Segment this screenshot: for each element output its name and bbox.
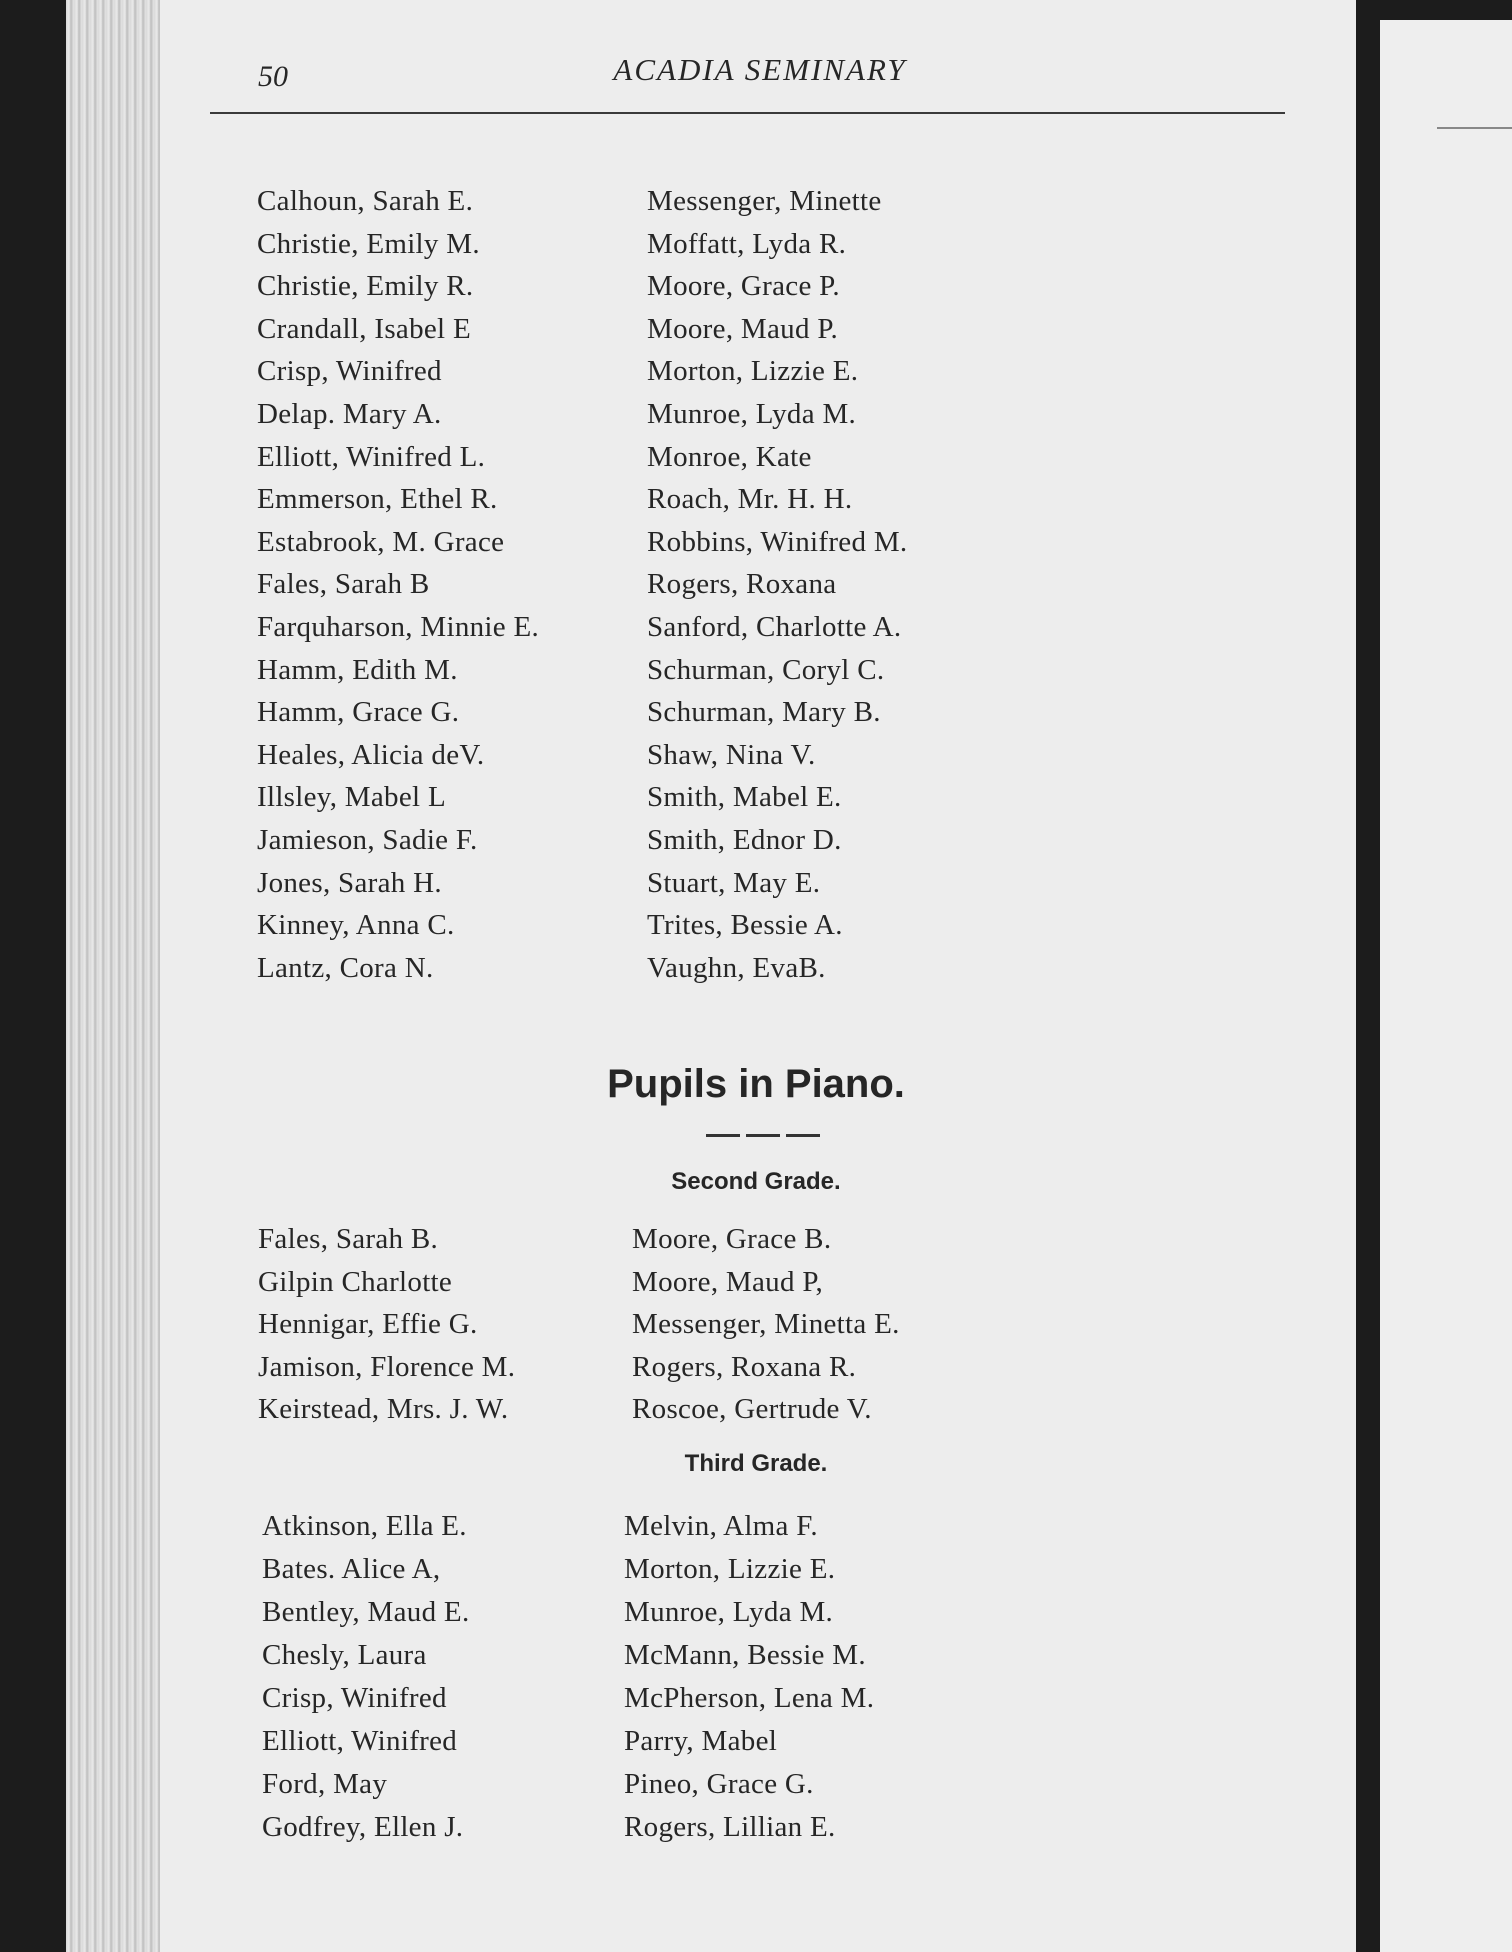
name-entry: Delap. Mary A. bbox=[257, 397, 442, 430]
name-entry: Monroe, Kate bbox=[647, 440, 812, 473]
name-entry: Smith, Mabel E. bbox=[647, 781, 842, 814]
name-entry: Calhoun, Sarah E. bbox=[257, 185, 474, 217]
section-rule bbox=[706, 1134, 820, 1137]
name-entry: Rogers, Roxana R. bbox=[632, 1350, 857, 1383]
section-title-piano: Pupils in Piano. bbox=[607, 1062, 905, 1106]
name-entry: Hennigar, Effie G. bbox=[258, 1308, 478, 1340]
name-entry: Trites, Bessie A. bbox=[647, 909, 843, 942]
name-entry: Jones, Sarah H. bbox=[257, 866, 442, 899]
name-entry: Jamieson, Sadie F. bbox=[257, 823, 478, 856]
name-entry: Gilpin Charlotte bbox=[258, 1265, 453, 1298]
second-grade-left-column bbox=[258, 1218, 632, 1431]
name-entry: Fales, Sarah B bbox=[257, 568, 430, 601]
name-entry: Schurman, Coryl C. bbox=[647, 653, 885, 686]
page-number: 50 bbox=[258, 60, 288, 93]
third-grade-left-column bbox=[262, 1505, 624, 1849]
third-grade-list bbox=[262, 1505, 874, 1849]
name-entry: Chesly, Laura bbox=[262, 1639, 427, 1671]
name-entry: Moore, Maud P. bbox=[647, 312, 839, 345]
name-entry: Moore, Maud P, bbox=[632, 1265, 824, 1298]
name-entry: Estabrook, M. Grace bbox=[257, 525, 505, 558]
name-entry: Heales, Alicia deV. bbox=[257, 738, 485, 771]
name-entry: Pineo, Grace G. bbox=[624, 1768, 814, 1800]
name-entry: Roach, Mr. H. H. bbox=[647, 483, 853, 516]
name-entry: Vaughn, EvaB. bbox=[647, 951, 826, 984]
book-page-edges bbox=[66, 0, 166, 1952]
page-header bbox=[210, 48, 1310, 108]
main-name-list bbox=[257, 180, 907, 989]
second-grade-list bbox=[258, 1218, 900, 1431]
name-entry: Crisp, Winifred bbox=[262, 1682, 447, 1714]
name-entry: Elliott, Winifred bbox=[262, 1725, 458, 1757]
name-entry: Emmerson, Ethel R. bbox=[257, 483, 498, 516]
third-grade-right-column bbox=[624, 1505, 874, 1849]
name-entry: Melvin, Alma F. bbox=[624, 1510, 818, 1542]
name-entry: Christie, Emily M. bbox=[257, 227, 480, 260]
name-entry: Sanford, Charlotte A. bbox=[647, 610, 902, 643]
running-title: ACADIA SEMINARY bbox=[613, 52, 907, 87]
name-entry: McMann, Bessie M. bbox=[624, 1639, 866, 1671]
name-entry: Atkinson, Ella E. bbox=[262, 1510, 467, 1542]
name-entry: Schurman, Mary B. bbox=[647, 696, 881, 729]
name-entry: Morton, Lizzie E. bbox=[624, 1553, 836, 1585]
name-entry: Jamison, Florence M. bbox=[258, 1350, 516, 1383]
name-entry: Moore, Grace P. bbox=[647, 270, 840, 303]
name-entry: Hamm, Edith M. bbox=[257, 653, 458, 686]
name-entry: Illsley, Mabel L bbox=[257, 781, 446, 814]
facing-page bbox=[1380, 20, 1512, 1952]
name-entry: Morton, Lizzie E. bbox=[647, 355, 859, 388]
name-entry: Bentley, Maud E. bbox=[262, 1596, 470, 1628]
name-entry: Parry, Mabel bbox=[624, 1725, 778, 1757]
name-entry: Rogers, Lillian E. bbox=[624, 1811, 836, 1843]
second-grade-right-column bbox=[632, 1218, 900, 1431]
name-entry: Moffatt, Lyda R. bbox=[647, 227, 847, 260]
name-entry: McPherson, Lena M. bbox=[624, 1682, 875, 1714]
name-entry: Ford, May bbox=[262, 1768, 388, 1800]
name-entry: Stuart, May E. bbox=[647, 866, 821, 899]
name-entry: Shaw, Nina V. bbox=[647, 738, 816, 771]
name-entry: Christie, Emily R. bbox=[257, 270, 474, 303]
name-entry: Farquharson, Minnie E. bbox=[257, 610, 540, 643]
name-entry: Moore, Grace B. bbox=[632, 1223, 832, 1255]
facing-page-rule bbox=[1437, 127, 1512, 129]
name-entry: Hamm, Grace G. bbox=[257, 696, 460, 729]
header-rule bbox=[210, 112, 1285, 114]
subheading-second-grade: Second Grade. bbox=[671, 1168, 841, 1195]
name-entry: Bates. Alice A, bbox=[262, 1553, 441, 1585]
name-entry: Fales, Sarah B. bbox=[258, 1223, 439, 1255]
name-entry: Munroe, Lyda M. bbox=[647, 397, 857, 430]
main-list-left-column bbox=[257, 180, 647, 989]
name-entry: Smith, Ednor D. bbox=[647, 823, 842, 856]
name-entry: Godfrey, Ellen J. bbox=[262, 1811, 464, 1843]
name-entry: Robbins, Winifred M. bbox=[647, 525, 908, 558]
name-entry: Crandall, Isabel E bbox=[257, 312, 471, 345]
name-entry: Keirstead, Mrs. J. W. bbox=[258, 1393, 509, 1425]
name-entry: Messenger, Minette bbox=[647, 185, 882, 217]
name-entry: Lantz, Cora N. bbox=[257, 951, 434, 984]
name-entry: Crisp, Winifred bbox=[257, 355, 442, 388]
name-entry: Kinney, Anna C. bbox=[257, 909, 455, 942]
name-entry: Munroe, Lyda M. bbox=[624, 1596, 834, 1628]
name-entry: Rogers, Roxana bbox=[647, 568, 837, 601]
name-entry: Elliott, Winifred L. bbox=[257, 440, 486, 473]
name-entry: Messenger, Minetta E. bbox=[632, 1308, 900, 1340]
subheading-third-grade: Third Grade. bbox=[684, 1450, 828, 1477]
main-list-right-column bbox=[647, 180, 907, 989]
name-entry: Roscoe, Gertrude V. bbox=[632, 1393, 872, 1425]
